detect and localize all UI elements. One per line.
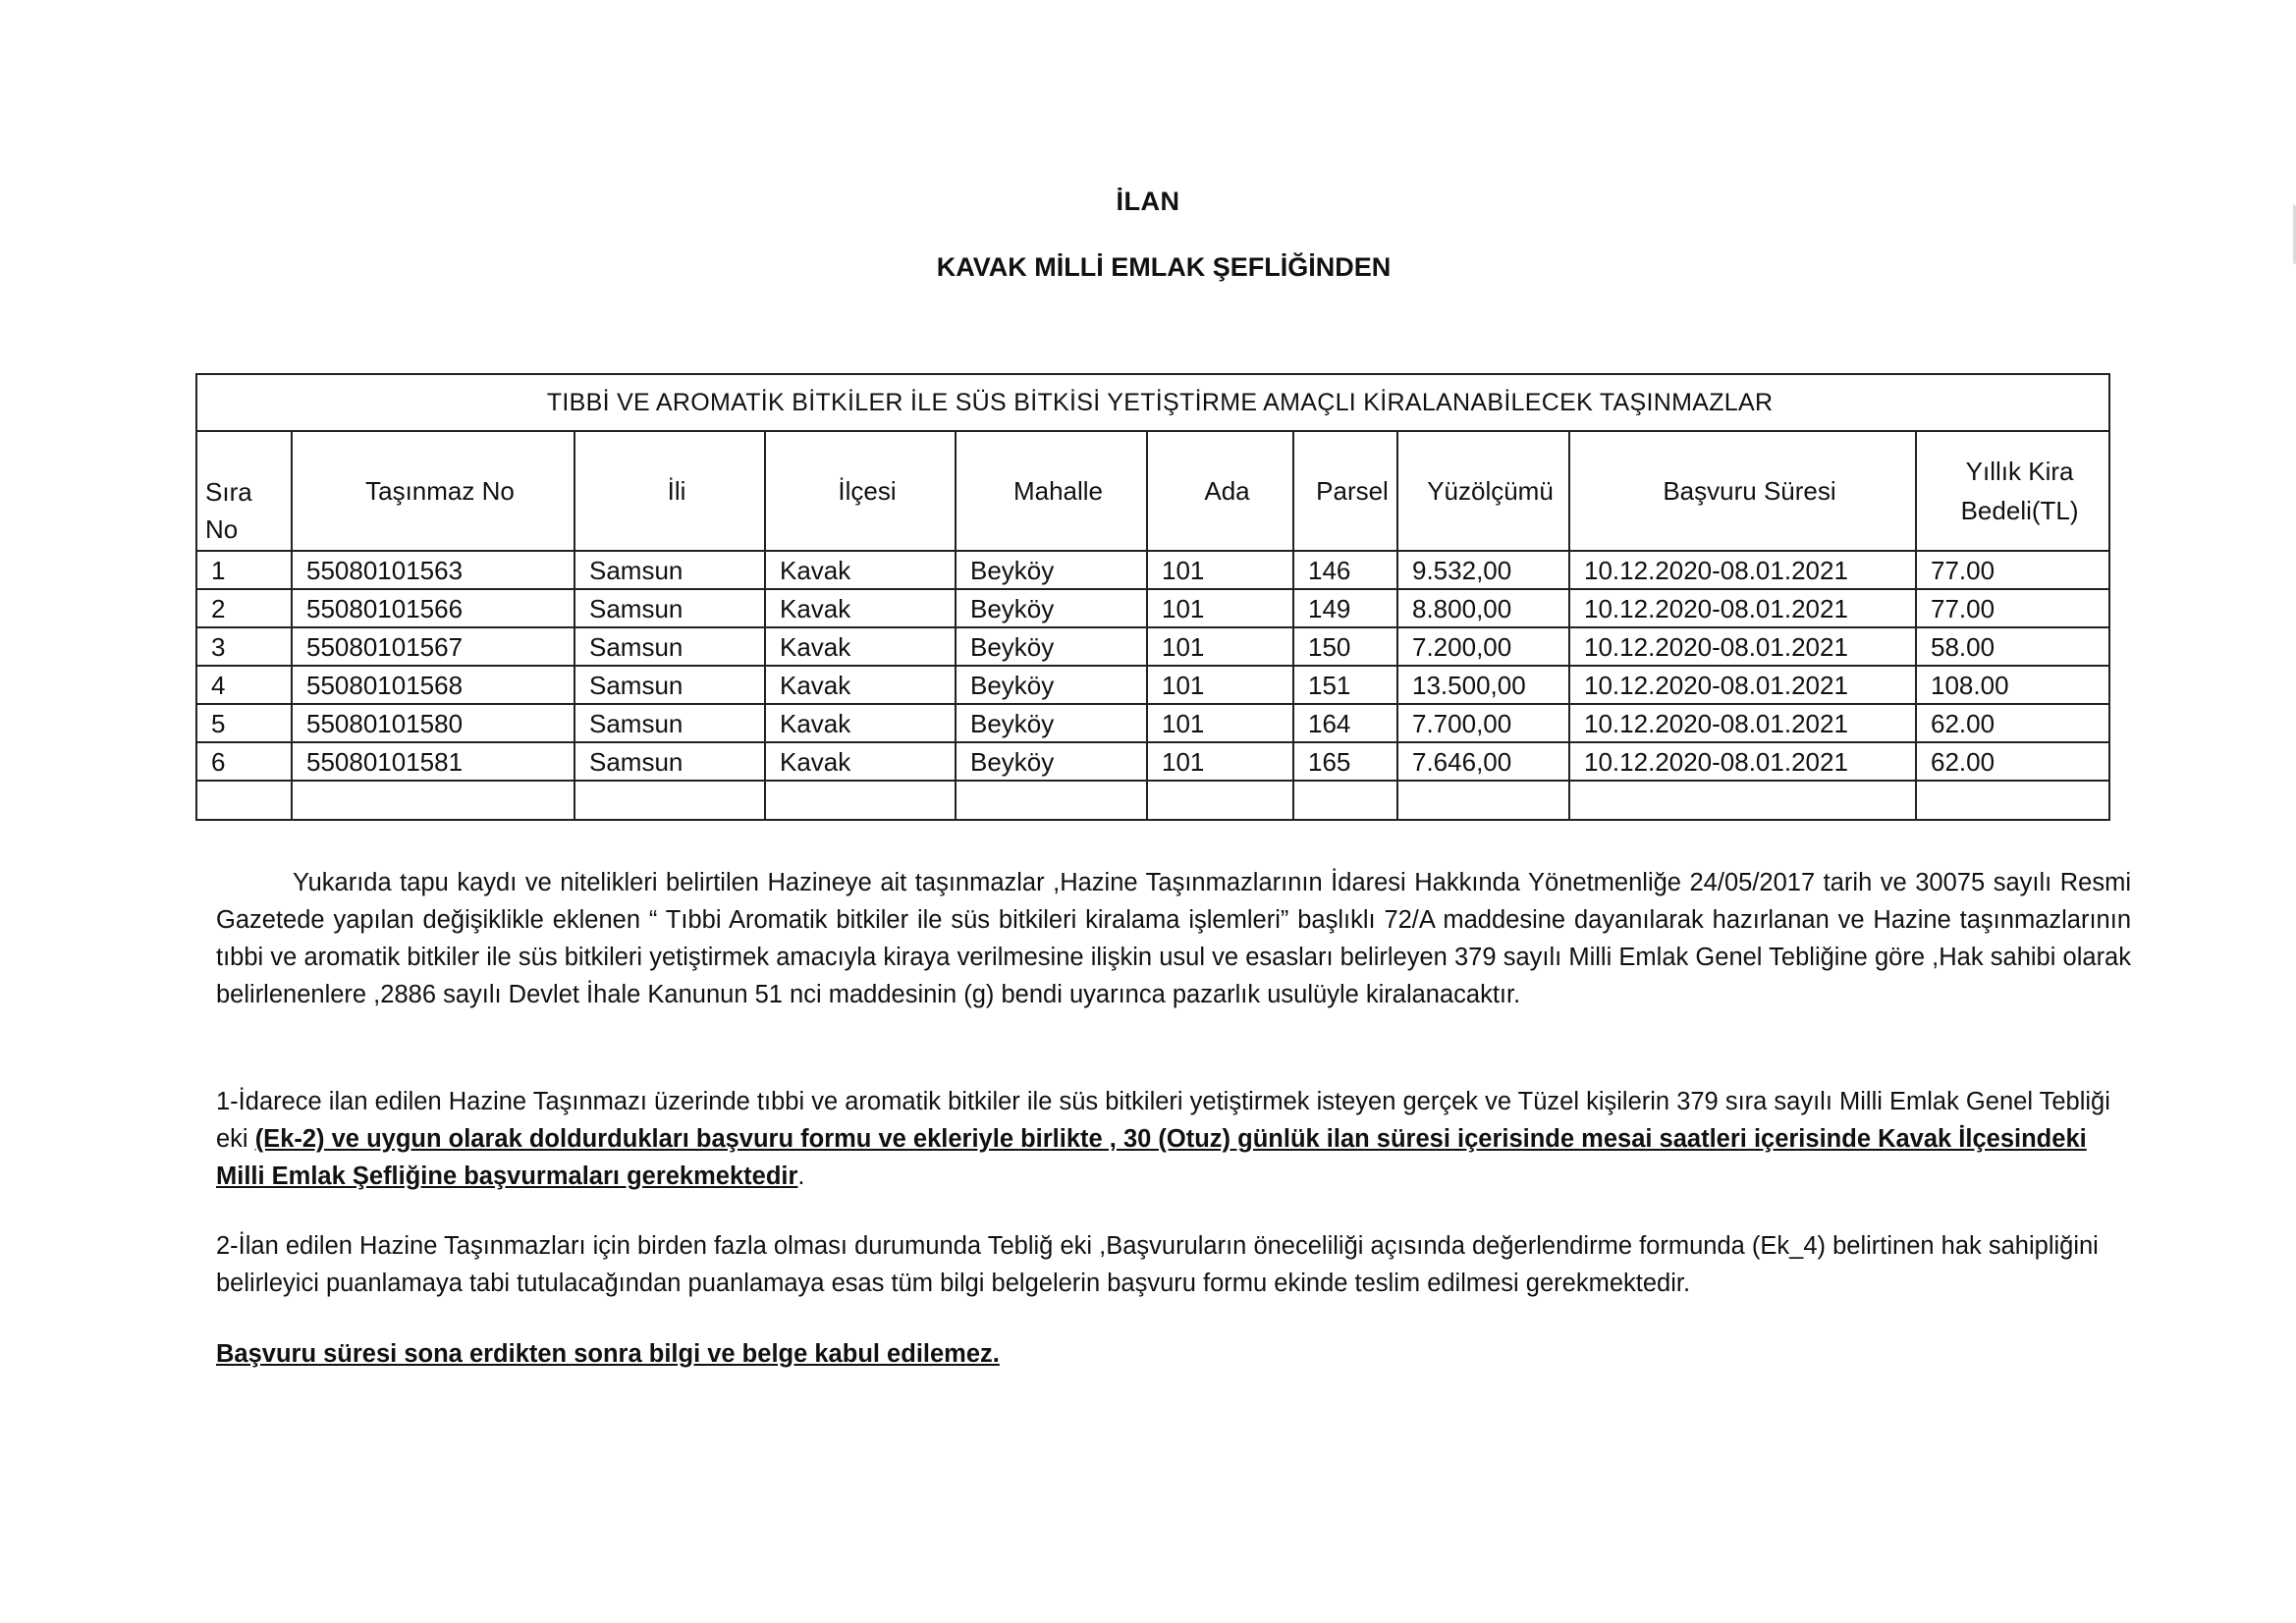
cell-sira: 3 [196,627,292,666]
cell-parsel: 151 [1293,666,1397,704]
cell-ada: 101 [1147,589,1293,627]
cell-ilcesi: Kavak [765,627,956,666]
item-1-text: 1-İdarece ilan edilen Hazine Taşınmazı üzerinde tıbbi ve aromatik bitkiler ile süs bitkileri yetiştirmek isteyen gerçek ve Tüzel kişilerin 379 sıra sayılı Milli Emlak Genel Tebliği eki [216,1088,2110,1153]
header-ilcesi: İlçesi [765,431,956,551]
cell-ada: 101 [1147,666,1293,704]
body-paragraph-item-2: 2-İlan edilen Hazine Taşınmazları için birden fazla olması durumunda Tebliğ eki ,Başvuruların öneceliliği açısında değerlendirme formunda (Ek_4) belirtinen hak sahipliğini belirleyici puanlamaya tabi tutulacağından puanlamaya esas tüm bilgi belgelerin başvuru formu ekinde teslim edilmesi gerekmektedir. [216,1232,2099,1297]
cell-tasinmaz-no: 55080101566 [292,589,574,627]
cell-parsel: 164 [1293,704,1397,742]
cell-yillik-kira: 62.00 [1916,704,2109,742]
cell-ada: 101 [1147,627,1293,666]
item-1-emphasis: (Ek-2) ve uygun olarak doldurdukları başvuru formu ve ekleriyle birlikte , 30 (Otuz) günlük ilan süresi içerisinde mesai saatleri içerisinde Kavak İlçesindeki Milli Emlak Şefliğine başvurmaları gerekmektedir [216,1125,2087,1190]
cell-ili: Samsun [574,666,765,704]
cell-yuzolcumu: 9.532,00 [1397,551,1569,589]
cell-basvuru-suresi: 10.12.2020-08.01.2021 [1569,666,1916,704]
page-subtitle: KAVAK MİLLİ EMLAK ŞEFLİĞİNDEN [936,252,1392,282]
table-row [196,551,2109,589]
header-basvuru-suresi: Başvuru Süresi [1569,431,1916,551]
cell-ada: 101 [1147,551,1293,589]
cell-yillik-kira: 58.00 [1916,627,2109,666]
header-yuzolcumu: Yüzölçümü [1397,431,1569,551]
header-tasinmaz-no: Taşınmaz No [292,431,574,551]
cell-yillik-kira: 77.00 [1916,551,2109,589]
table-caption: TIBBİ VE AROMATİK BİTKİLER İLE SÜS BİTKİSİ YETİŞTİRME AMAÇLI KİRALANABİLECEK TAŞINMAZLAR [196,374,2109,431]
property-table [195,373,2110,821]
cell-ili: Samsun [574,742,765,781]
cell-mahalle: Beyköy [956,666,1147,704]
cell-ili: Samsun [574,704,765,742]
cell-basvuru-suresi: 10.12.2020-08.01.2021 [1569,589,1916,627]
cell-ada: 101 [1147,704,1293,742]
cell-mahalle: Beyköy [956,551,1147,589]
cell-mahalle: Beyköy [956,704,1147,742]
cell-ili: Samsun [574,551,765,589]
table-row [196,742,2109,781]
cell-parsel: 146 [1293,551,1397,589]
cell-parsel: 165 [1293,742,1397,781]
closing-notice: Başvuru süresi sona erdikten sonra bilgi ve belge kabul edilemez. [216,1340,1000,1368]
cell-ili: Samsun [574,589,765,627]
cell-sira: 6 [196,742,292,781]
table-row [196,666,2109,704]
property-table-container [195,373,2108,821]
cell-ilcesi: Kavak [765,666,956,704]
header-sira-no: Sıra No [196,431,292,551]
cell-basvuru-suresi: 10.12.2020-08.01.2021 [1569,627,1916,666]
cell-ilcesi: Kavak [765,551,956,589]
cell-parsel: 150 [1293,627,1397,666]
cell-yuzolcumu: 7.646,00 [1397,742,1569,781]
cell-yuzolcumu: 7.700,00 [1397,704,1569,742]
cell-tasinmaz-no: 55080101567 [292,627,574,666]
header-mahalle: Mahalle [956,431,1147,551]
cell-mahalle: Beyköy [956,627,1147,666]
cell-parsel: 149 [1293,589,1397,627]
cell-yuzolcumu: 13.500,00 [1397,666,1569,704]
body-paragraph-item-1 [216,1083,2131,1195]
table-row [196,589,2109,627]
cell-mahalle: Beyköy [956,742,1147,781]
table-empty-row [196,781,2109,820]
table-header-row [196,431,2109,551]
cell-tasinmaz-no: 55080101581 [292,742,574,781]
cell-basvuru-suresi: 10.12.2020-08.01.2021 [1569,704,1916,742]
cell-mahalle: Beyköy [956,589,1147,627]
table-row [196,704,2109,742]
cell-sira: 1 [196,551,292,589]
cell-tasinmaz-no: 55080101568 [292,666,574,704]
item-1-end: . [797,1163,805,1190]
cell-ili: Samsun [574,627,765,666]
cell-basvuru-suresi: 10.12.2020-08.01.2021 [1569,742,1916,781]
cell-yuzolcumu: 8.800,00 [1397,589,1569,627]
table-row [196,627,2109,666]
body-paragraph-intro: Yukarıda tapu kaydı ve nitelikleri belirtilen Hazineye ait taşınmazlar ,Hazine Taşınmazlarının İdaresi Hakkında Yönetmenliğe 24/05/2017 tarih ve 30075 sayılı Resmi Gazetede yapılan değişiklikle eklenen “ Tıbbi Aromatik bitkiler ile süs bitkileri kiralama işlemleri” başlıklı 72/A maddesine dayanılarak hazırlanan ve Hazine taşınmazlarının tıbbi ve aromatik bitkiler ile süs bitkileri yetiştirmek amacıyla kiraya verilmesine ilişkin usul ve esasları belirleyen 379 sayılı Milli Emlak Genel Tebliğine göre ,Hak sahibi olarak belirlenenlere ,2886 sayılı Devlet İhale Kanunun 51 nci maddesinin (g) bendi uyarınca pazarlık usulüyle kiralanacaktır. [216,869,2131,1008]
header-ili: İli [574,431,765,551]
page-title: İLAN [1116,187,1180,216]
header-ada: Ada [1147,431,1293,551]
cell-sira: 5 [196,704,292,742]
cell-ada: 101 [1147,742,1293,781]
cell-yillik-kira: 77.00 [1916,589,2109,627]
cell-ilcesi: Kavak [765,704,956,742]
cell-ilcesi: Kavak [765,589,956,627]
cell-tasinmaz-no: 55080101580 [292,704,574,742]
cell-ilcesi: Kavak [765,742,956,781]
cell-sira: 2 [196,589,292,627]
cell-basvuru-suresi: 10.12.2020-08.01.2021 [1569,551,1916,589]
cell-sira: 4 [196,666,292,704]
cell-yillik-kira: 62.00 [1916,742,2109,781]
cell-yillik-kira: 108.00 [1916,666,2109,704]
header-parsel: Parsel [1293,431,1397,551]
header-yillik-kira: Yıllık Kira Bedeli(TL) [1916,431,2109,551]
cell-yuzolcumu: 7.200,00 [1397,627,1569,666]
cell-tasinmaz-no: 55080101563 [292,551,574,589]
